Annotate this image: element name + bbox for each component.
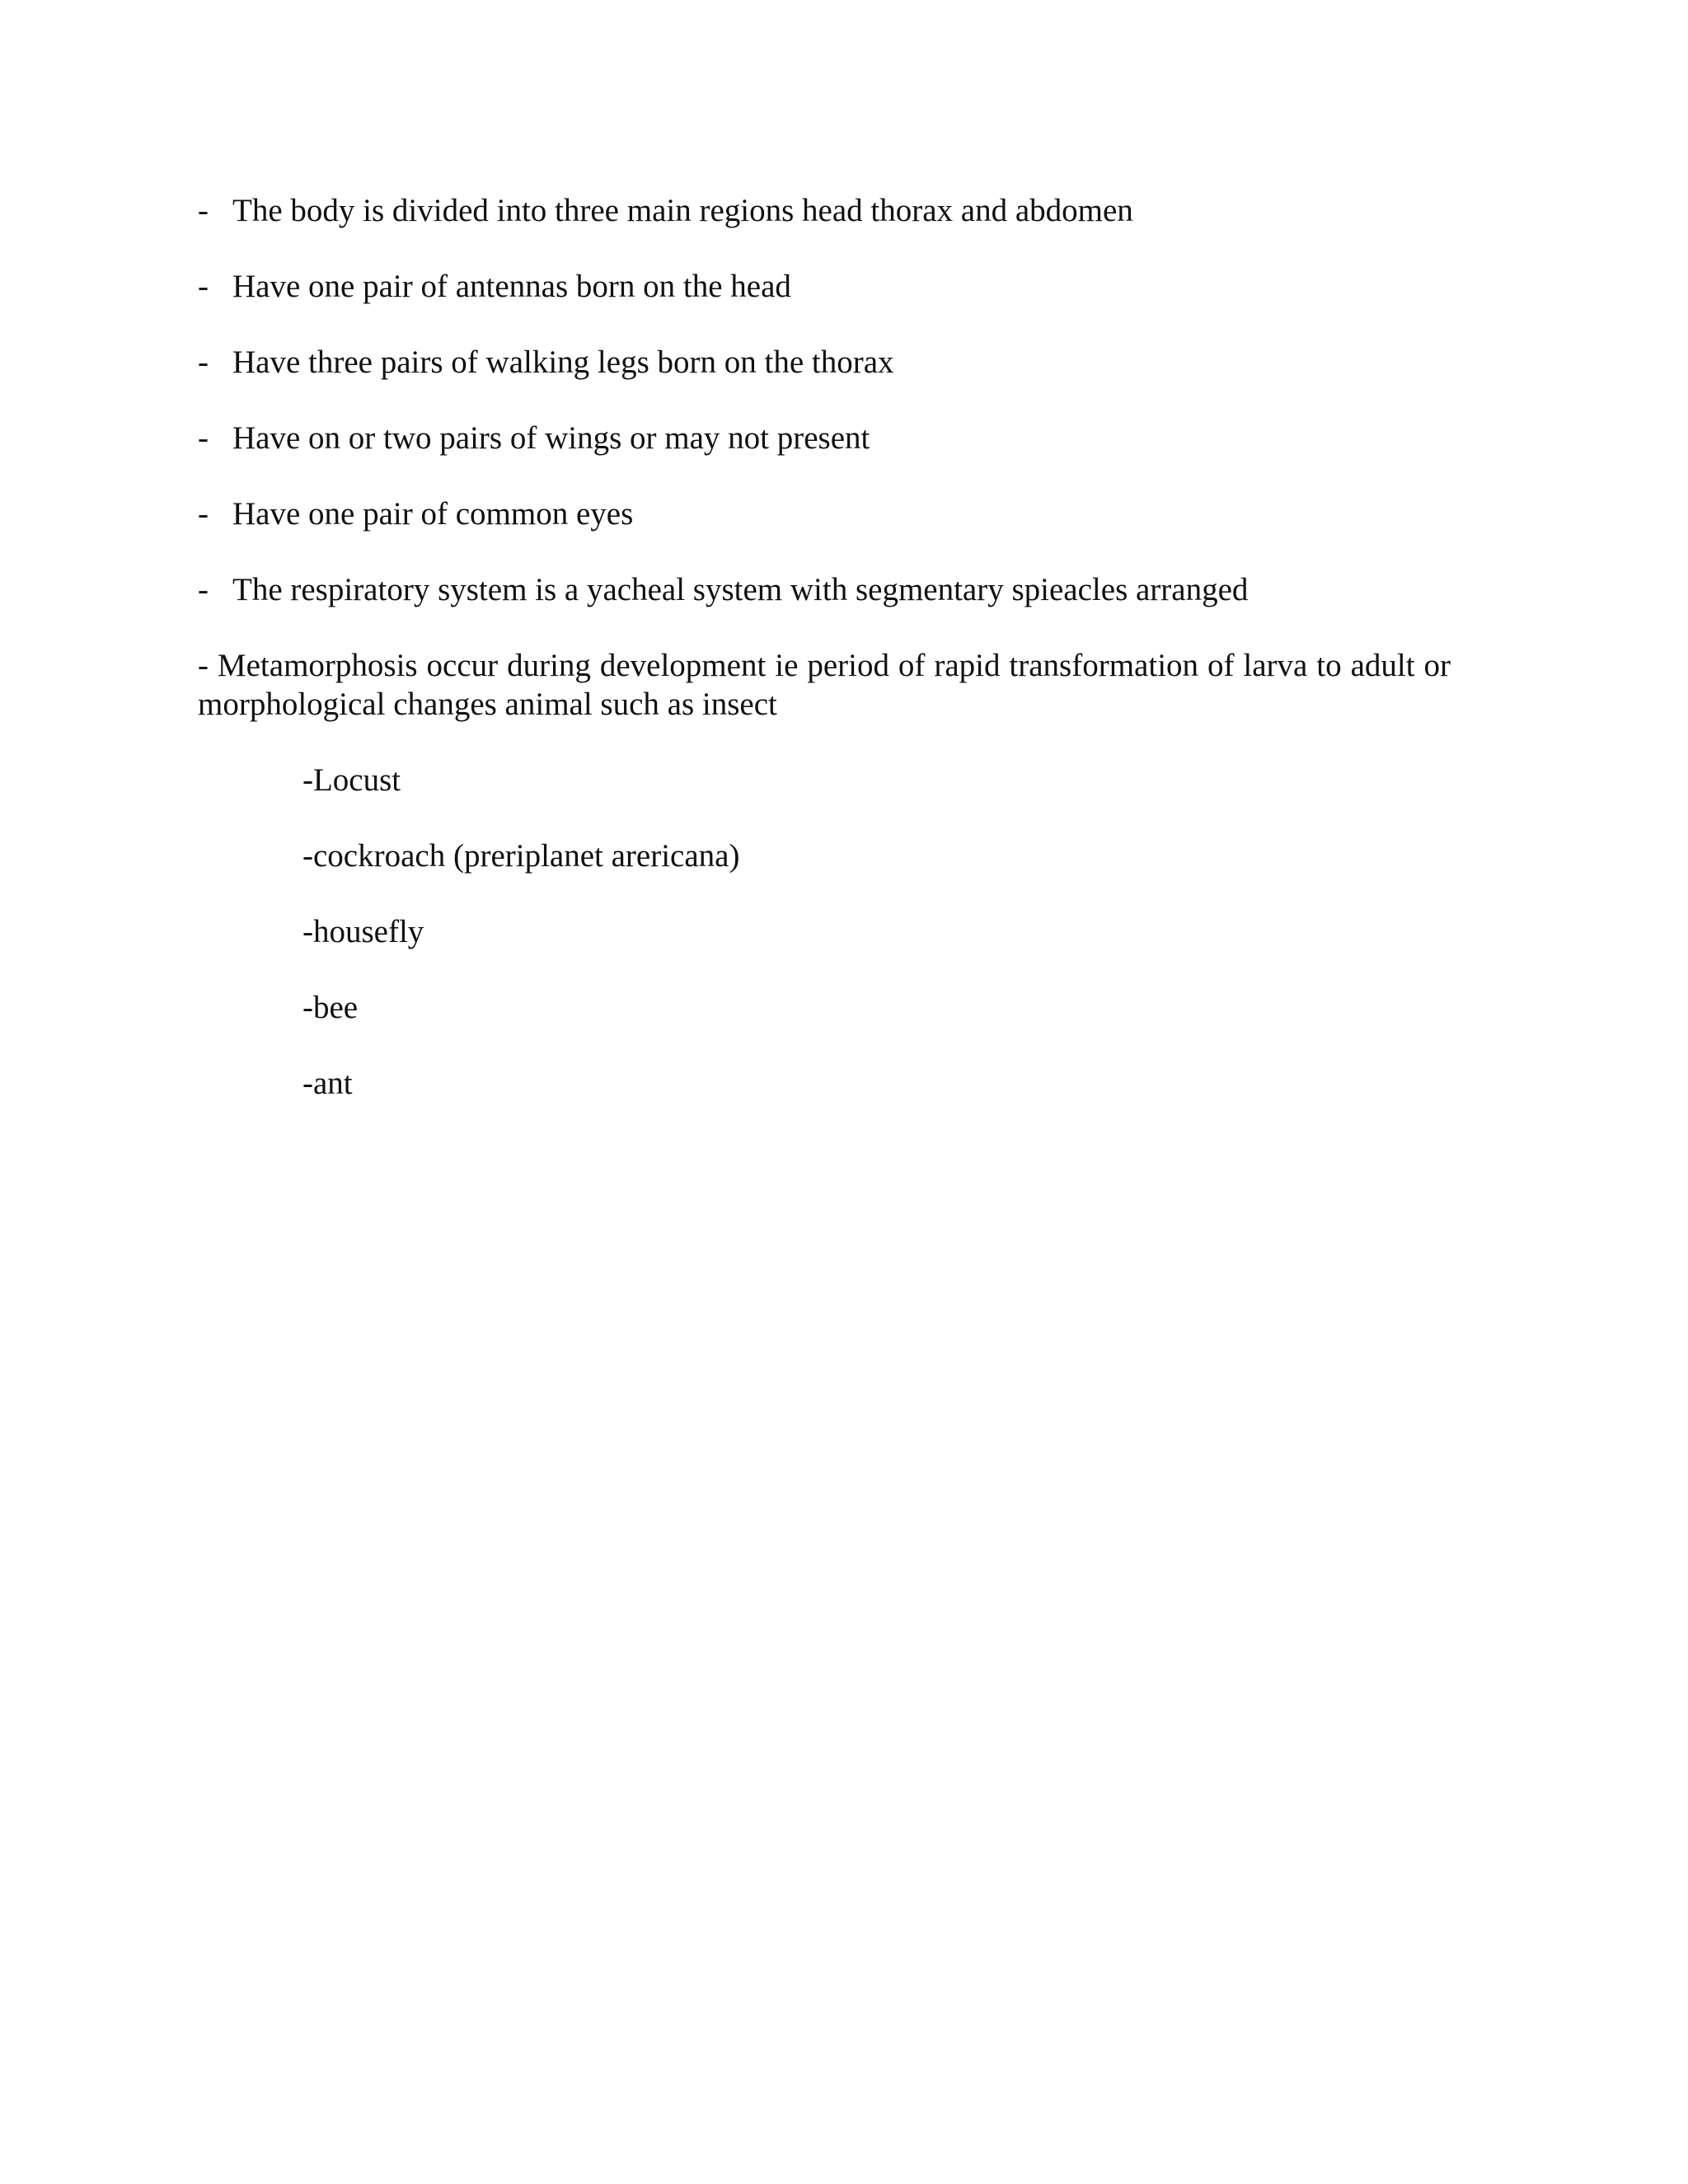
- bullet-text: Have three pairs of walking legs born on the thorax: [232, 344, 894, 380]
- bullet-text: Have on or two pairs of wings or may not present: [232, 420, 870, 456]
- example-item: -housefly: [302, 914, 424, 949]
- page-content: [198, 191, 1451, 1140]
- bullet-dash: -: [198, 269, 209, 304]
- insect-examples-list: [302, 761, 1451, 1103]
- bullet-item: [198, 419, 1451, 457]
- bullet-item: [198, 343, 1451, 382]
- example-item: -ant: [302, 1066, 353, 1101]
- metamorphosis-paragraph: - Metamorphosis occur during development ie period of rapid transformation of larva to adult or morphological changes animal such as insect: [198, 648, 1451, 722]
- bullet-item: [198, 570, 1451, 609]
- bullet-text: Have one pair of common eyes: [232, 496, 634, 532]
- bullet-dash: -: [198, 496, 209, 532]
- bullet-item: [198, 494, 1451, 533]
- example-item: -cockroach (preriplanet arericana): [302, 838, 740, 874]
- example-item: -Locust: [302, 762, 401, 798]
- bullet-item: [198, 267, 1451, 306]
- bullet-dash: -: [198, 420, 209, 456]
- bullet-dash: -: [198, 344, 209, 380]
- bullet-dash: -: [198, 572, 209, 607]
- bullet-text: The respiratory system is a yacheal system with segmentary spieacles arranged: [232, 572, 1249, 607]
- example-item: -bee: [302, 990, 359, 1025]
- bullet-text: Have one pair of antennas born on the head: [232, 269, 791, 304]
- bullet-item: [198, 191, 1451, 230]
- bullet-text: The body is divided into three main regions head thorax and abdomen: [232, 193, 1133, 228]
- bullet-dash: -: [198, 193, 209, 228]
